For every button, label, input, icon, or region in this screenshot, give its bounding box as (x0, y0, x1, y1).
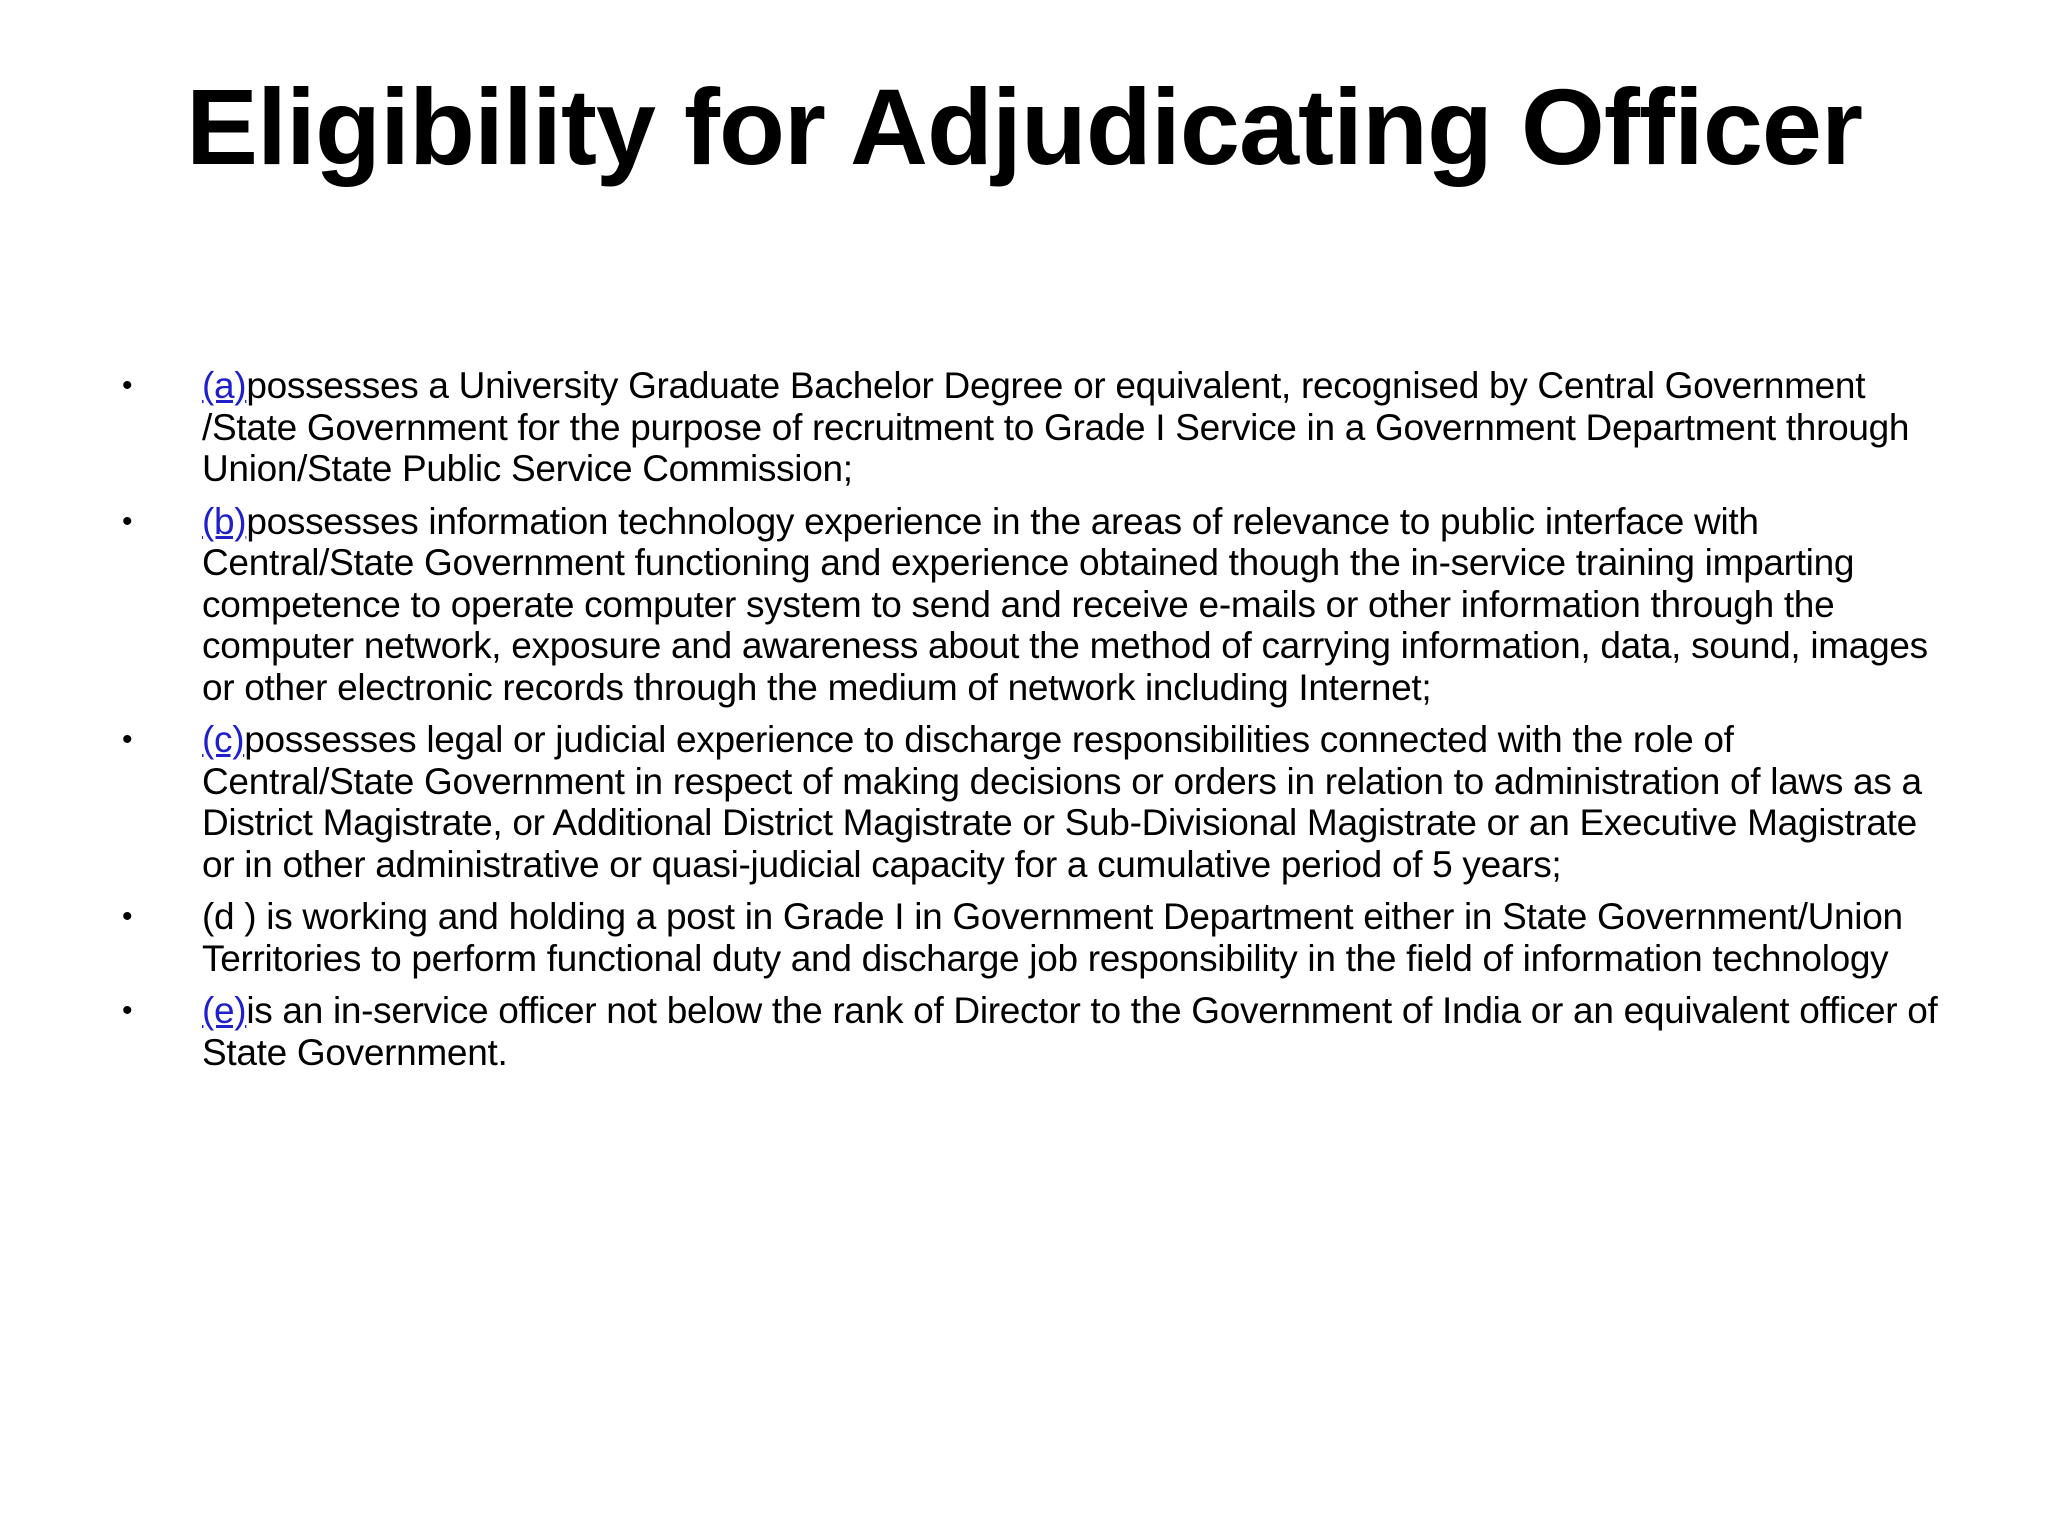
bullet-icon: • (122, 994, 133, 1027)
bullet-icon: • (122, 504, 133, 538)
item-d-text: (d ) is working and holding a post in Grade I in Government Department either in State Government/Union Territories to perform functional duty and discharge job responsibility in the field of information technology (202, 896, 1903, 979)
bullet-icon: • (122, 900, 133, 933)
item-e-link[interactable]: (e) (202, 990, 247, 1031)
slide-title: Eligibility for Adjudicating Officer (185, 66, 1863, 187)
bullet-icon: • (122, 723, 133, 756)
list-item-b (120, 501, 1950, 709)
list-item-d (120, 896, 1950, 979)
item-c-link[interactable]: (c) (202, 719, 245, 760)
item-a-link[interactable]: (a) (202, 365, 247, 406)
list-item-c (120, 719, 1950, 885)
item-b-link[interactable]: (b) (202, 500, 247, 542)
item-a-text: possesses a University Graduate Bachelor Degree or equivalent, recognised by Central Government /State Government for the purpose of recruitment to Grade I Service in a Government Department through Union/State Public Service Commission; (202, 365, 1910, 489)
bullet-list (120, 365, 1950, 1084)
list-item-a (120, 365, 1950, 490)
item-c-text: possesses legal or judicial experience to discharge responsibilities connected with the role of Central/State Government in respect of making decisions or orders in relation to administration of laws as a District Magistrate, or Additional District Magistrate or Sub-Divisional Magistrate or an Executive Magistrate or in other administrative or quasi-judicial capacity for a cumulative period of 5 years; (202, 719, 1922, 885)
item-b-text: possesses information technology experience in the areas of relevance to public interface with Central/State Government functioning and experience obtained though the in-service training imparting competence to operate computer system to send and receive e-mails or other information through the computer network, exposure and awareness about the method of carrying information, data, sound, images or other electronic records through the medium of network including Internet; (202, 500, 1928, 708)
item-e-text: is an in-service officer not below the rank of Director to the Government of India or an equivalent officer of State Government. (202, 990, 1938, 1073)
list-item-e (120, 990, 1950, 1073)
bullet-icon: • (122, 369, 133, 402)
